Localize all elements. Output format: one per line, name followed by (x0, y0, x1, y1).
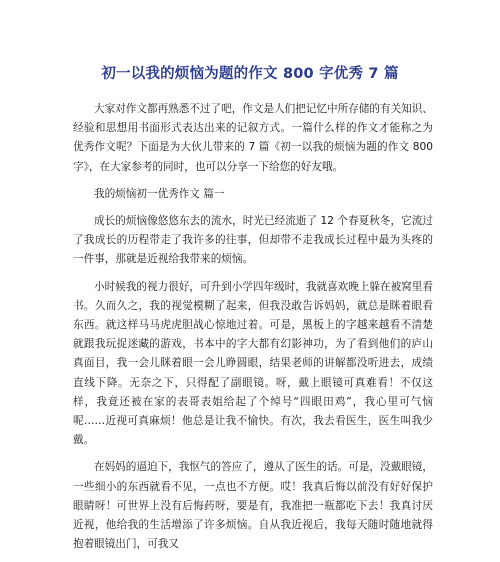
body-paragraph: 成长的烦恼像悠悠东去的流水，时光已经流逝了 12 个春夏秋冬，它流过了我成长的历程带走了我许多的往事，但却带不走我成长过程中最为头疼的一件事，那就是近视给我带来的烦恼。 (73, 215, 433, 266)
intro-paragraph: 大家对作文都再熟悉不过了吧，作文是人们把记忆中所存储的有关知识、经验和思想用书面形式表达出来的记叙方式。一篇什么样的作文才能称之为优秀作文呢？下面是为大伙儿带来的 7 篇《初一以我的烦恼为题的作文 800 字》，在大家参考的同时，也可以分享一下给您的好友哦。 (73, 103, 433, 173)
document-body (73, 100, 433, 562)
section-heading: 我的烦恼初一优秀作文 篇一 (94, 187, 225, 200)
body-paragraph: 在妈妈的逼迫下，我怄气的答应了，遵从了医生的话。可是，没戴眼镜，一些细小的东西就看不见，一点也不方便。哎！我真后悔以前没有好好保护眼睛呀！可世界上没有后悔药呀，要是有，我准把一瓶都吃下去！我真讨厌近视，他给我的生活增添了许多烦恼。自从我近视后，我每天随时随地就得抱着眼镜出门，可我又 (73, 461, 433, 551)
body-paragraph: 小时候我的视力很好，可升到小学四年级时，我就喜欢晚上躲在被窝里看书。久而久之，我的视觉模糊了起来，但我没敢告诉妈妈，就总是眯着眼看东西。就这样马马虎虎胆战心惊地过着。可是，黑板上的字越来越看不清楚就跟我玩捉迷藏的游戏，书本中的字大都有幻影神功，为了看到他们的庐山真面目，我一会儿眯着眼一会儿睁圆眼，结果老师的讲解都没听进去，成绩直线下降。无奈之下，只得配了副眼镜。呀，戴上眼镜可真难看！不仅这样，我竟还被在家的表哥表姐给起了个绰号“四眼田鸡”，我心里可气恼呢……近视可真麻烦！他总是让我不愉快。有次，我去看医生，医生叫我少戴。 (73, 280, 433, 447)
document-title: 初一以我的烦恼为题的作文 800 字优秀 7 篇 (101, 66, 399, 82)
